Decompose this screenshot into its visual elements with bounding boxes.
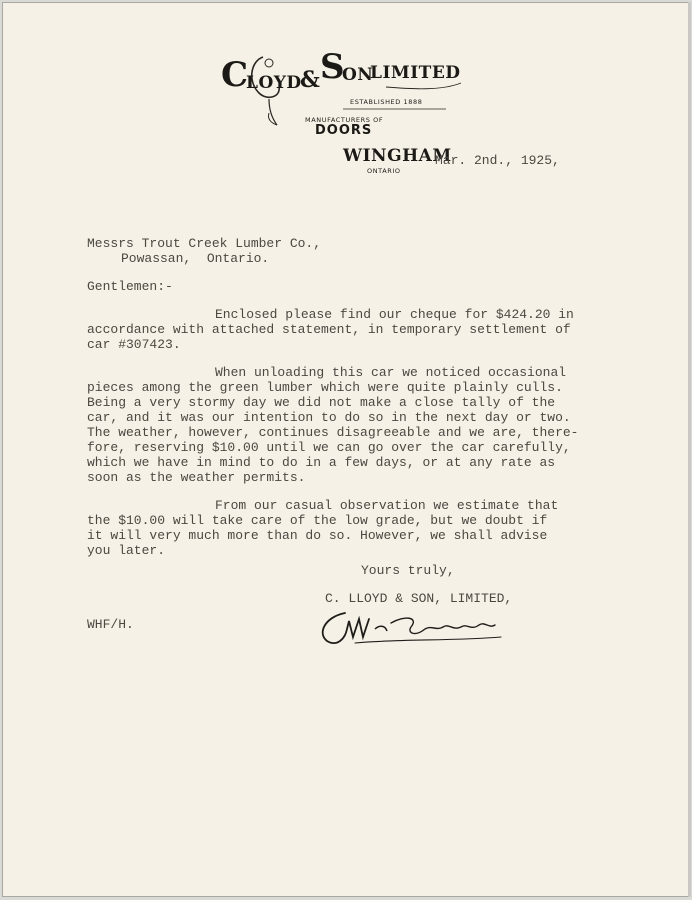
typist-initials: WHF/H.	[87, 617, 134, 632]
letter-page	[2, 2, 689, 897]
letterhead-ampersand: &	[300, 67, 320, 93]
paragraph-2-line: Being a very stormy day we did not make a close tally of the	[87, 395, 556, 410]
paragraph-2-line: The weather, however, continues disagreeable and we are, there-	[87, 425, 579, 440]
letterhead-city: WINGHAM	[343, 146, 452, 166]
paragraph-1-line: car #307423.	[87, 337, 181, 352]
recipient-line-1: Messrs Trout Creek Lumber Co.,	[87, 236, 322, 251]
paragraph-2-line: fore, reserving $10.00 until we can go over the car carefully,	[87, 440, 571, 455]
letterhead-name-lloyd: LOYD	[246, 73, 302, 93]
salutation: Gentlemen:-	[87, 279, 173, 294]
paragraph-2-line: When unloading this car we noticed occasional	[215, 365, 567, 380]
paragraph-3-line: it will very much more than do so. However, we shall advise	[87, 528, 548, 543]
letterhead-established: ESTABLISHED 1888	[350, 98, 423, 106]
paragraph-2-line: pieces among the green lumber which were quite plainly culls.	[87, 380, 563, 395]
paragraph-2-line: soon as the weather permits.	[87, 470, 306, 485]
letter-date: Mar. 2nd., 1925,	[435, 153, 560, 168]
paragraph-3-line: you later.	[87, 543, 166, 558]
letterhead-manufacturers-of: MANUFACTURERS OF	[305, 116, 384, 124]
paragraph-3-line: the $10.00 will take care of the low grade, but we doubt if	[87, 513, 548, 528]
paragraph-2-line: which we have in mind to do in a few days, or at any rate as	[87, 455, 556, 470]
page-edge-shadow	[688, 2, 691, 897]
paragraph-3-line: From our casual observation we estimate that	[215, 498, 559, 513]
signature	[315, 603, 515, 653]
paragraph-1-line: Enclosed please find our cheque for $424.20 in	[215, 307, 574, 322]
letterhead-son-initial: S	[320, 47, 344, 87]
letterhead-limited: LIMITED	[370, 63, 461, 83]
paragraph-2-line: car, and it was our intention to do so in the next day or two.	[87, 410, 571, 425]
company-signoff: C. LLOYD & SON, LIMITED,	[325, 591, 513, 606]
letterhead-province: ONTARIO	[367, 167, 401, 175]
recipient-line-2: Powassan, Ontario.	[121, 251, 270, 266]
paragraph-1-line: accordance with attached statement, in temporary settlement of	[87, 322, 571, 337]
letterhead-product: DOORS	[315, 123, 373, 138]
closing: Yours truly,	[361, 563, 455, 578]
letterhead-name-son: ON	[342, 65, 374, 85]
letterhead-initial: C	[221, 55, 248, 95]
